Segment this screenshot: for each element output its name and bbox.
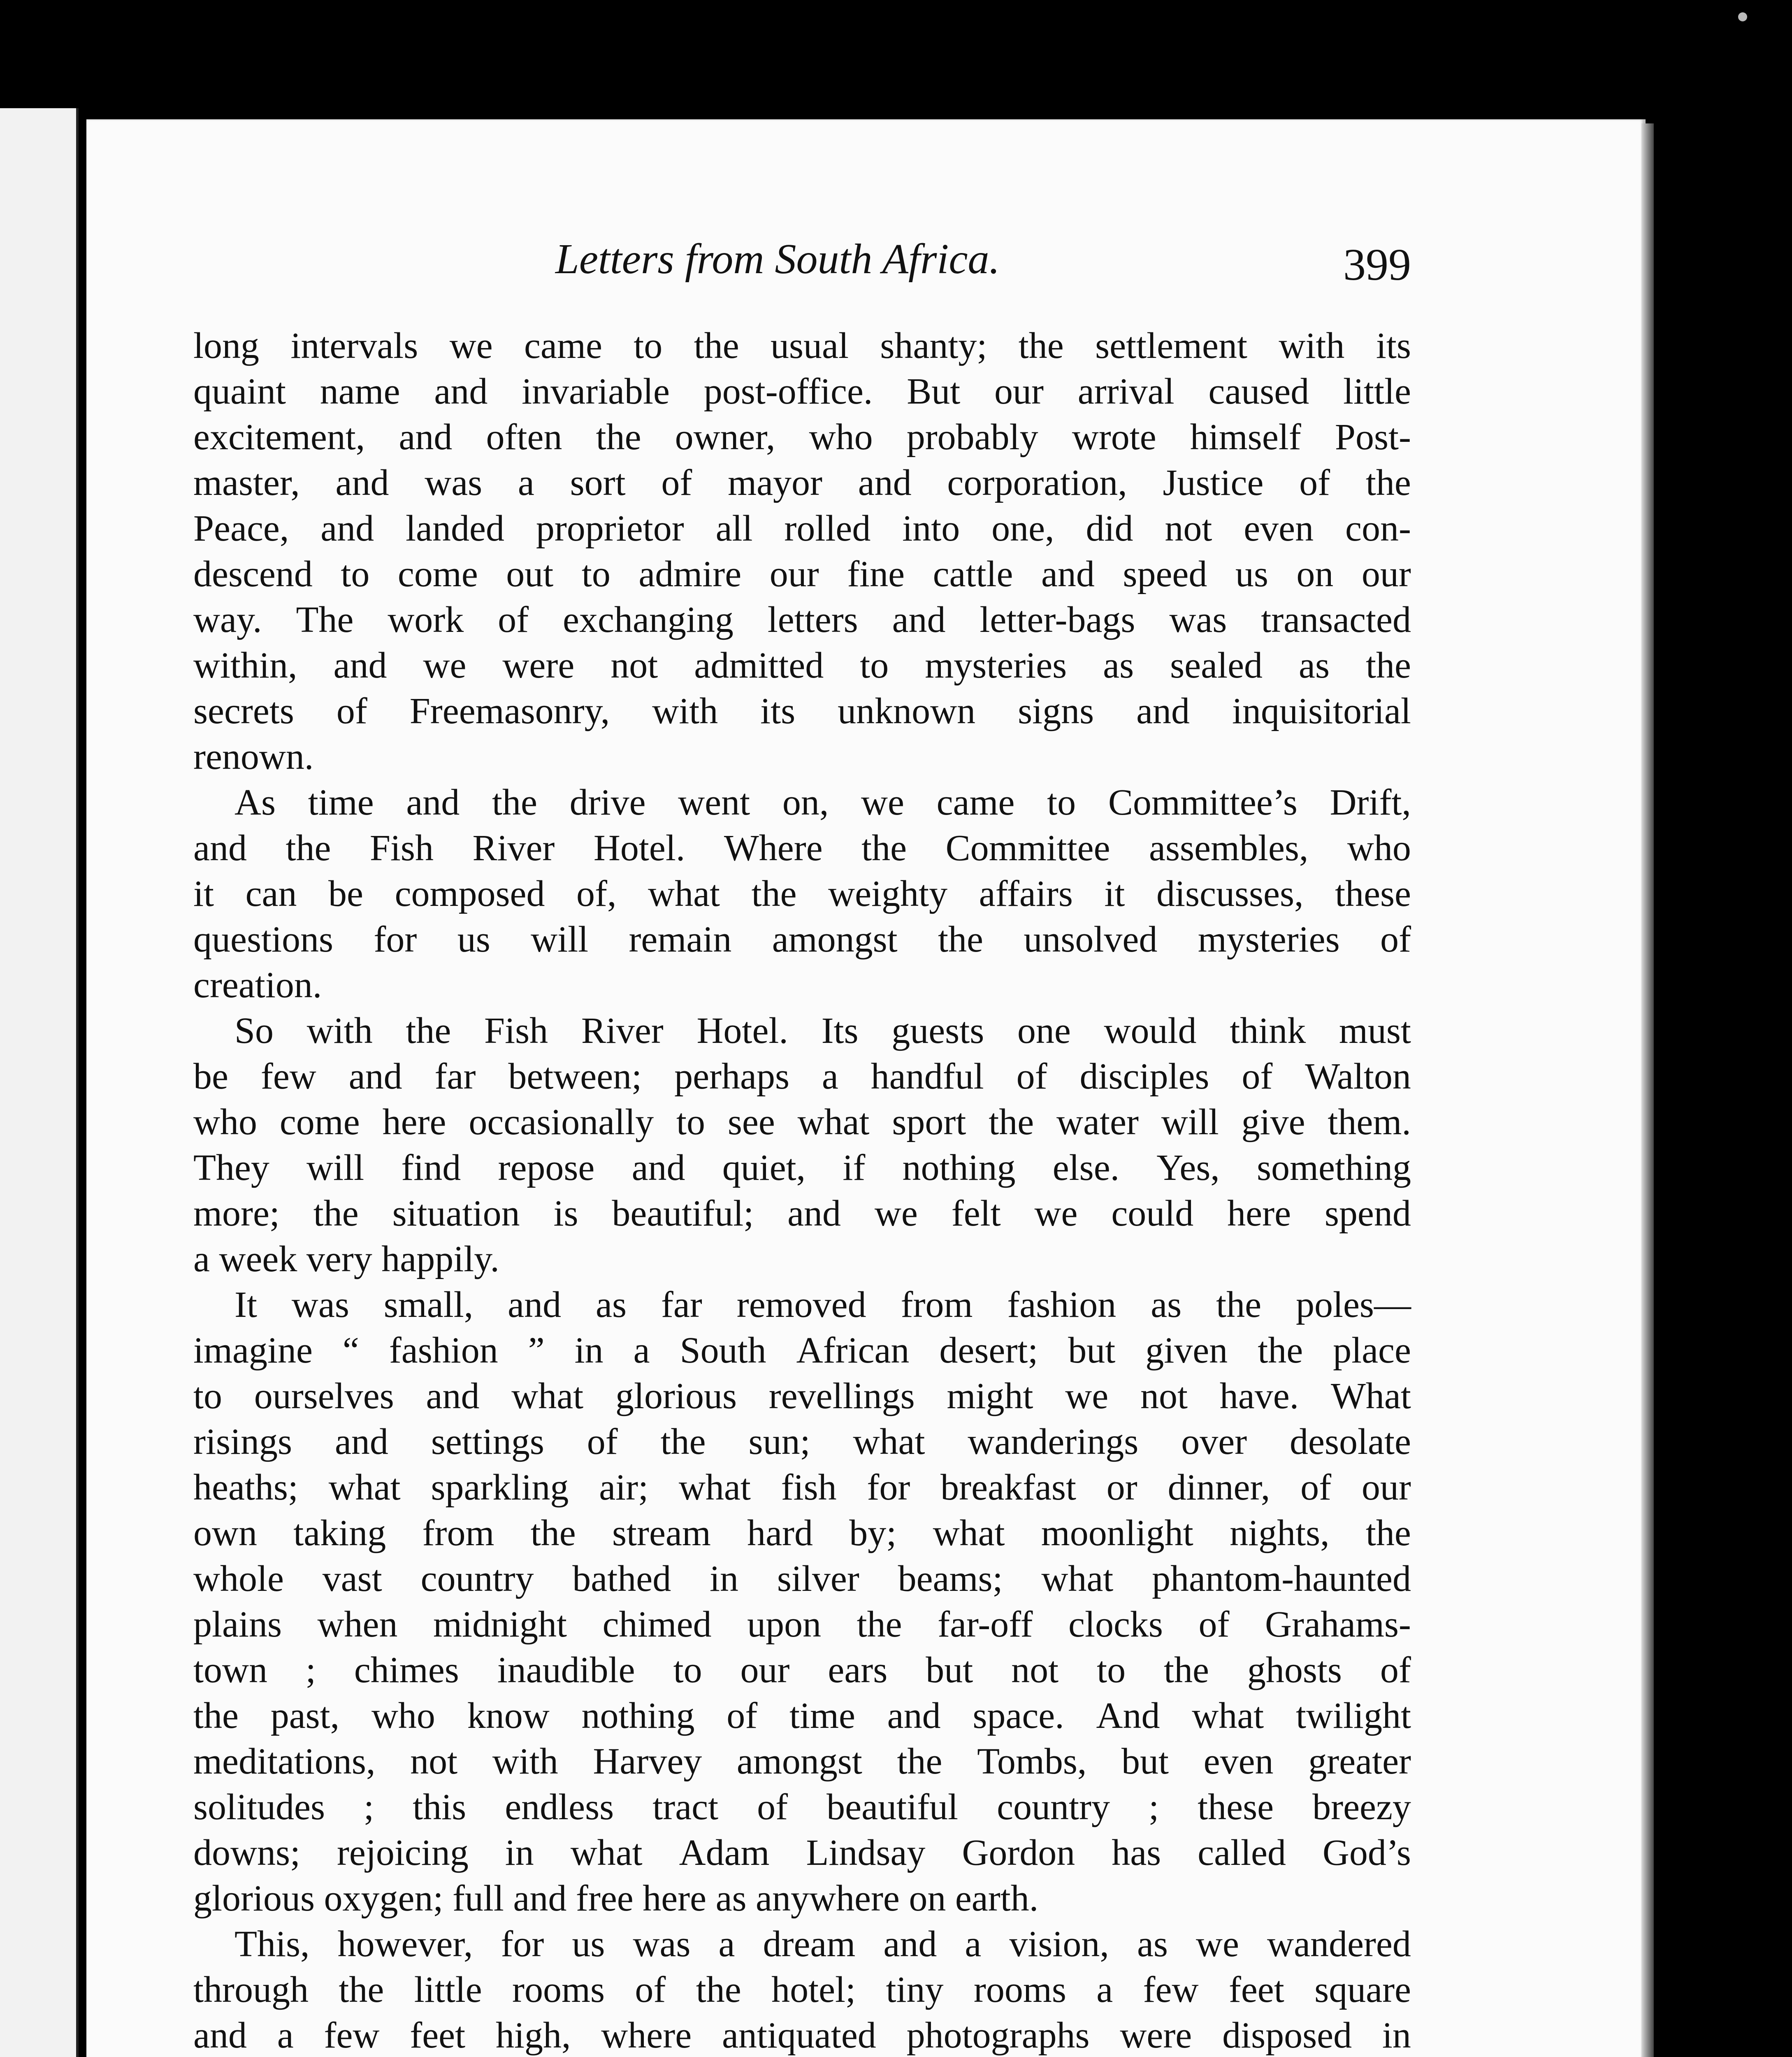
text-line: whole vast country bathed in silver beams; what phantom-haunted	[193, 1558, 1411, 1599]
text-line: creation.	[193, 965, 322, 1005]
text-line: risings and settings of the sun; what wanderings over desolate	[193, 1421, 1411, 1462]
text-line: more; the situation is beautiful; and we felt we could here spend	[193, 1193, 1411, 1234]
text-line: way. The work of exchanging letters and letter-bags was transacted	[193, 599, 1411, 640]
text-line: long intervals we came to the usual shanty; the settlement with its	[193, 325, 1411, 366]
text-line: master, and was a sort of mayor and corporation, Justice of the	[193, 462, 1411, 503]
text-line: descend to come out to admire our fine cattle and speed us on our	[193, 554, 1411, 594]
text-line: It was small, and as far removed from fashion as the poles—	[234, 1284, 1411, 1325]
text-line: be few and far between; perhaps a handful of disciples of Walton	[193, 1056, 1411, 1097]
body-text	[193, 323, 1411, 2057]
text-line: Peace, and landed proprietor all rolled into one, did not even con-	[193, 508, 1411, 549]
text-line: heaths; what sparkling air; what fish for breakfast or dinner, of our	[193, 1467, 1411, 1508]
text-line: meditations, not with Harvey amongst the Tombs, but even greater	[193, 1741, 1411, 1782]
text-line: who come here occasionally to see what sport the water will give them.	[193, 1102, 1411, 1142]
text-line: excitement, and often the owner, who probably wrote himself Post-	[193, 417, 1411, 457]
text-line: own taking from the stream hard by; what moonlight nights, the	[193, 1513, 1411, 1553]
text-line: downs; rejoicing in what Adam Lindsay Gordon has called God’s	[193, 1832, 1411, 1873]
text-line: through the little rooms of the hotel; tiny rooms a few feet square	[193, 1969, 1411, 2010]
text-line: solitudes ; this endless tract of beautiful country ; these breezy	[193, 1787, 1411, 1827]
text-line: glorious oxygen; full and free here as anywhere on earth.	[193, 1878, 1039, 1919]
text-line: They will find repose and quiet, if nothing else. Yes, something	[193, 1147, 1411, 1188]
text-line: This, however, for us was a dream and a vision, as we wandered	[234, 1924, 1411, 1964]
text-line: the past, who know nothing of time and space. And what twilight	[193, 1695, 1411, 1736]
text-line: questions for us will remain amongst the unsolved mysteries of	[193, 919, 1411, 960]
text-line: within, and we were not admitted to mysteries as sealed as the	[193, 645, 1411, 686]
text-line: to ourselves and what glorious revellings might we not have. What	[193, 1376, 1411, 1416]
text-line: imagine “ fashion ” in a South African desert; but given the place	[193, 1330, 1411, 1371]
text-line: and a few feet high, where antiquated photographs were disposed in	[193, 2015, 1411, 2056]
text-line: plains when midnight chimed upon the far-off clocks of Grahams-	[193, 1604, 1411, 1645]
running-head: Letters from South Africa.	[555, 235, 1000, 283]
text-line: So with the Fish River Hotel. Its guests one would think must	[234, 1010, 1411, 1051]
text-line: secrets of Freemasonry, with its unknown signs and inquisitorial	[193, 691, 1411, 731]
facing-page-edge	[0, 108, 79, 2057]
text-line: a week very happily.	[193, 1239, 499, 1279]
text-line: As time and the drive went on, we came to Committee’s Drift,	[234, 782, 1411, 823]
text-line: quaint name and invariable post-office. But our arrival caused little	[193, 371, 1411, 412]
text-line: it can be composed of, what the weighty affairs it discusses, these	[193, 873, 1411, 914]
page-edge-shadow	[1641, 123, 1654, 2057]
text-line: and the Fish River Hotel. Where the Committee assembles, who	[193, 828, 1411, 868]
text-line: renown.	[193, 736, 314, 777]
scan-mark	[1738, 12, 1747, 21]
page-number: 399	[1343, 239, 1411, 290]
text-line: town ; chimes inaudible to our ears but not to the ghosts of	[193, 1650, 1411, 1690]
